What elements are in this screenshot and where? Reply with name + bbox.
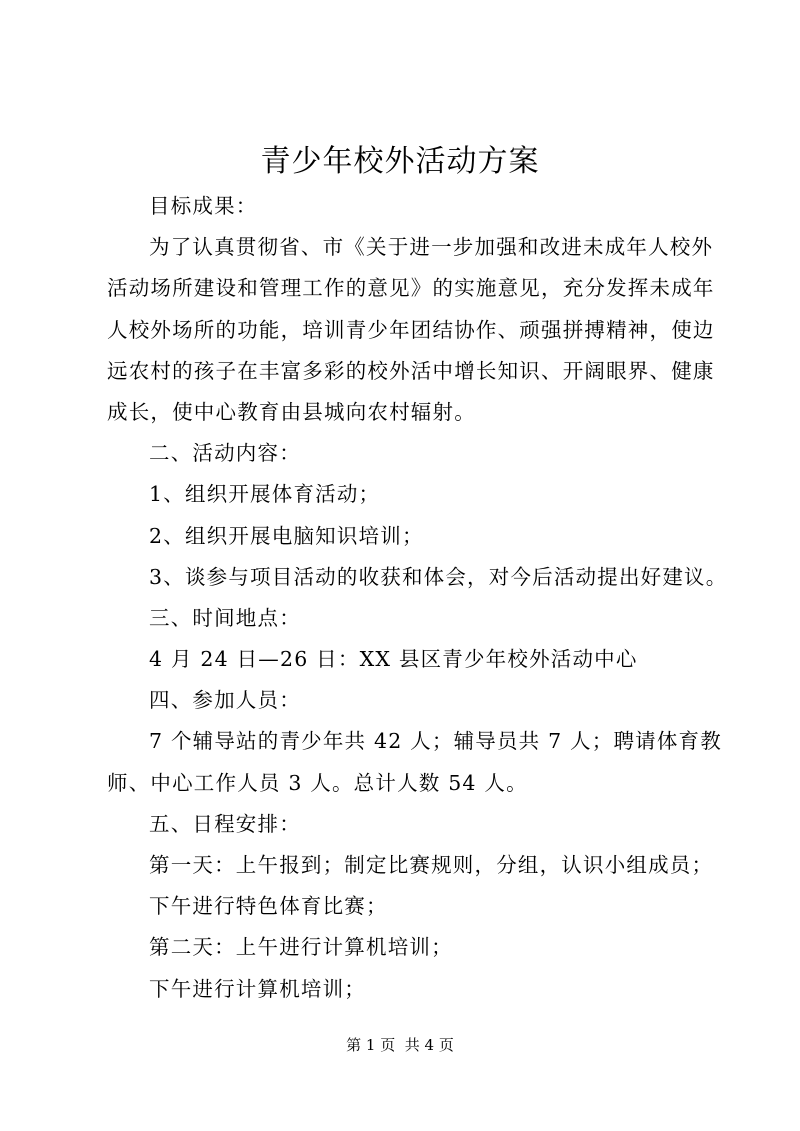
- paragraph-line: 成长，使中心教育由县城向农村辐射。: [107, 399, 476, 424]
- paragraph-line: 人校外场所的功能，培训青少年团结协作、顽强拼搏精神，使边: [107, 317, 715, 342]
- paragraph-line: 远农村的孩子在丰富多彩的校外活中增长知识、开阔眼界、健康: [107, 358, 715, 383]
- paragraph-line: 师、中心工作人员 3 人。总计人数 54 人。: [107, 770, 528, 795]
- paragraph-line: 目标成果：: [149, 194, 258, 218]
- paragraph-line: 五、日程安排：: [149, 811, 301, 836]
- paragraph-line: 三、时间地点：: [149, 605, 301, 630]
- paragraph-line: 活动场所建设和管理工作的意见》的实施意见，充分发挥未成年: [107, 276, 715, 301]
- paragraph-line: 7 个辅导站的青少年共 42 人；辅导员共 7 人；聘请体育教: [149, 729, 722, 754]
- paragraph-line: 二、活动内容：: [149, 441, 301, 466]
- document-body: [107, 186, 728, 1010]
- paragraph-line: 4 月 24 日—26 日：XX 县区青少年校外活动中心: [149, 647, 638, 672]
- paragraph-line: 下午进行特色体育比赛；: [149, 894, 388, 919]
- paragraph-line: 为了认真贯彻省、市《关于进一步加强和改进未成年人校外: [149, 235, 714, 260]
- paragraph-line: 2、组织开展电脑知识培训；: [149, 523, 424, 548]
- document-title: 青少年校外活动方案: [260, 144, 540, 179]
- paragraph-line: 3、谈参与项目活动的收获和体会，对今后活动提出好建议。: [149, 564, 728, 589]
- paragraph-line: 第一天：上午报到；制定比赛规则，分组，认识小组成员；: [149, 853, 714, 877]
- paragraph-line: 下午进行计算机培训；: [149, 976, 366, 1001]
- paragraph-line: 1、组织开展体育活动；: [149, 482, 381, 507]
- paragraph-line: 四、参加人员：: [149, 688, 301, 713]
- paragraph-line: 第二天：上午进行计算机培训；: [149, 935, 453, 960]
- page-footer: 第 1 页 共 4 页: [346, 1036, 454, 1054]
